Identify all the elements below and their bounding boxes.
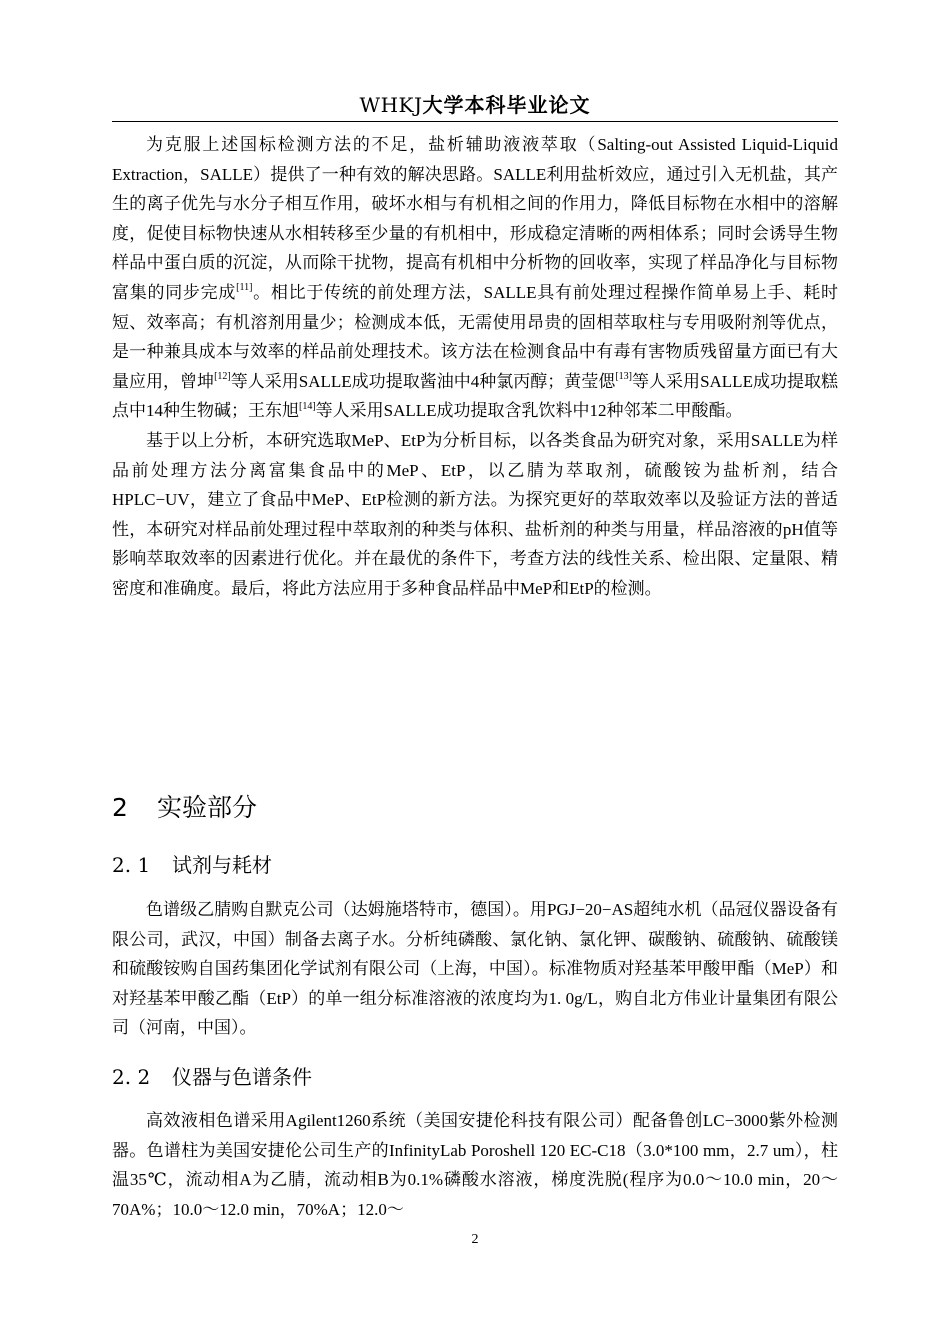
- section-title: 实验部分: [157, 793, 258, 822]
- subsection-title: 仪器与色谱条件: [172, 1065, 312, 1089]
- page-header: [112, 91, 838, 122]
- reagents-section: [112, 895, 838, 1043]
- page-number: 2: [471, 1232, 479, 1247]
- section-number: 2: [112, 793, 128, 822]
- intro-section: [112, 130, 838, 604]
- instrument-paragraph: 高效液相色谱采用Agilent1260系统（美国安捷伦科技有限公司）配备鲁创LC−3000紫外检测器。色谱柱为美国安捷伦公司生产的InfinityLab Poroshell 120 EC-C18（3.0*100 mm，2.7 um），柱温35℃，流动相A为乙腈，流动相B为0.1%磷酸水溶液，梯度洗脱(程序为0.0～10.0 min，20～70A%；10.0～12.0 min，70%A；12.0～: [112, 1111, 838, 1219]
- subsection-title: 试剂与耗材: [172, 853, 272, 877]
- citation-12: [12]: [214, 371, 231, 383]
- subsection-number: 2. 1: [112, 853, 151, 877]
- citation-14: [14]: [299, 400, 316, 412]
- header-school-abbrev: WHKJ: [359, 93, 423, 117]
- citation-11: [11]: [236, 282, 253, 294]
- reagents-paragraph: 色谱级乙腈购自默克公司（达姆施塔特市，德国）。用PGJ−20−AS超纯水机（品冠仪器设备有限公司，武汉，中国）制备去离子水。分析纯磷酸、氯化钠、氯化钾、碳酸钠、硫酸钠、硫酸镁和硫酸铵购自国药集团化学试剂有限公司（上海，中国）。标准物质对羟基苯甲酸甲酯（MeP）和对羟基苯甲酸乙酯（EtP）的单一组分标准溶液的浓度均为1. 0g/L，购自北方伟业计量集团有限公司（河南，中国）。: [112, 900, 838, 1038]
- section-heading: [112, 790, 257, 826]
- citation-13: [13]: [615, 371, 633, 383]
- subsection-heading-2-2: [112, 1062, 312, 1092]
- subsection-heading-2-1: [112, 850, 272, 880]
- intro-paragraph-1: 为克服上述国标检测方法的不足，盐析辅助液液萃取（Salting-out Assisted Liquid-Liquid Extraction，SALLE）提供了一种有效的解决思路。SALLE利用盐析效应，通过引入无机盐，其产生的离子优先与水分子相互作用，破坏水相与有机相之间的作用力，降低目标物在水相中的溶解度，促使目标物快速从水相转移至少量的有机相中，形成稳定清晰的两相体系；同时会诱导生物样品中蛋白质的沉淀，从而除干扰物，提高有机相中分析物的回收率，实现了样品净化与目标物富集的同步完成[11]。相比于传统的前处理方法，SALLE具有前处理过程操作简单易上手、耗时短、效率高；有机溶剂用量少；检测成本低，无需使用昂贵的固相萃取柱与专用吸附剂等优点，是一种兼具成本与效率的样品前处理技术。该方法在检测食品中有毒有害物质残留量方面已有大量应用，曾坤[12]等人采用SALLE成功提取酱油中4种氯丙醇；黄莹偲[13]等人采用SALLE成功提取糕点中14种生物碱；王东旭[14]等人采用SALLE成功提取含乳饮料中12种邻苯二甲酸酯。: [112, 135, 838, 421]
- subsection-number: 2. 2: [112, 1065, 151, 1089]
- instrument-section: [112, 1106, 838, 1224]
- header-title: 大学本科毕业论文: [422, 93, 591, 117]
- intro-paragraph-2: 基于以上分析，本研究选取MeP、EtP为分析目标，以各类食品为研究对象，采用SALLE为样品前处理方法分离富集食品中的MeP、EtP，以乙腈为萃取剂，硫酸铵为盐析剂，结合HPLC−UV，建立了食品中MeP、EtP检测的新方法。为探究更好的萃取效率以及验证方法的普适性，本研究对样品前处理过程中萃取剂的种类与体积、盐析剂的种类与用量，样品溶液的pH值等影响萃取效率的因素进行优化。并在最优的条件下，考查方法的线性关系、检出限、定量限、精密度和准确度。最后，将此方法应用于多种食品样品中MeP和EtP的检测。: [112, 430, 838, 598]
